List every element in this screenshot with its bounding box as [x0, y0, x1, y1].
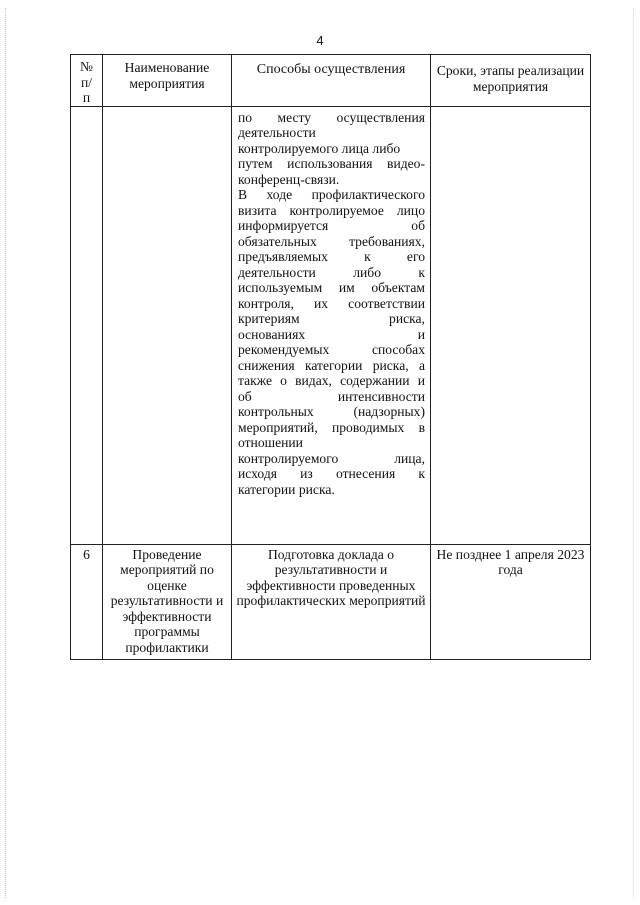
header-number-line-2: п/: [80, 74, 93, 90]
page-number: 4: [316, 33, 324, 48]
header-term: Сроки, этапы реализации мероприятия: [431, 55, 591, 107]
method-line: критериям риска,: [238, 311, 425, 326]
table-row: [71, 544, 591, 659]
row6-term-cell: Не позднее 1 апреля 2023 года: [431, 544, 591, 659]
row6-method-cell: Подготовка доклада о результативности и эффективности проведенных профилактических мероприятий: [232, 544, 431, 659]
method-line: информируется об: [238, 218, 425, 233]
method-line: визита контролируемое лицо: [238, 202, 425, 218]
method-line: основаниях и: [238, 326, 425, 342]
method-line: контролируемого лица либо: [238, 140, 401, 156]
method-line: предъявляемых к его: [238, 249, 425, 264]
method-line: исходя из отнесения к: [238, 466, 425, 481]
header-number: [71, 55, 103, 107]
continuation-name-cell: [103, 106, 232, 544]
method-line: обязательных требованиях,: [238, 233, 425, 249]
method-line: также о видах, содержании и: [238, 373, 425, 388]
table-row: [71, 106, 591, 544]
row6-number-cell: 6: [71, 544, 103, 659]
method-line: снижения категории риска, а: [238, 357, 425, 373]
table-header-row: [71, 55, 591, 107]
continuation-method-cell: [232, 106, 431, 544]
method-line: контрольных (надзорных): [238, 404, 425, 419]
scan-edge-right: [633, 8, 634, 898]
header-method: Способы осуществления: [232, 55, 431, 107]
method-line: мероприятий, проводимых в: [238, 419, 425, 435]
continuation-number-cell: [71, 106, 103, 544]
header-number-line-3: п: [82, 90, 91, 105]
method-line: рекомендуемых способах: [238, 342, 425, 357]
method-line: отношении: [238, 435, 303, 450]
method-line: об интенсивности: [238, 388, 425, 404]
method-line: В ходе профилактического: [238, 187, 425, 202]
method-line: контролируемого лица,: [238, 450, 425, 466]
method-line: контроля, их соответствии: [238, 295, 425, 311]
row6-name-cell: Проведение мероприятий по оценке результативности и эффективности программы профилактики: [103, 544, 232, 659]
method-line: путем использования видео-: [238, 156, 425, 171]
header-name: Наименование мероприятия: [103, 55, 232, 107]
method-line: используемым им объектам: [238, 280, 425, 295]
measures-table: [70, 54, 591, 660]
scan-edge-left: [5, 8, 6, 898]
continuation-term-cell: [431, 106, 591, 544]
method-line: категории риска.: [238, 481, 335, 497]
method-line: деятельности: [238, 125, 316, 140]
method-line: по месту осуществления: [238, 109, 425, 125]
method-line: деятельности либо к: [238, 264, 425, 280]
method-line: конференц-связи.: [238, 171, 340, 187]
header-number-line-1: №: [80, 59, 93, 74]
